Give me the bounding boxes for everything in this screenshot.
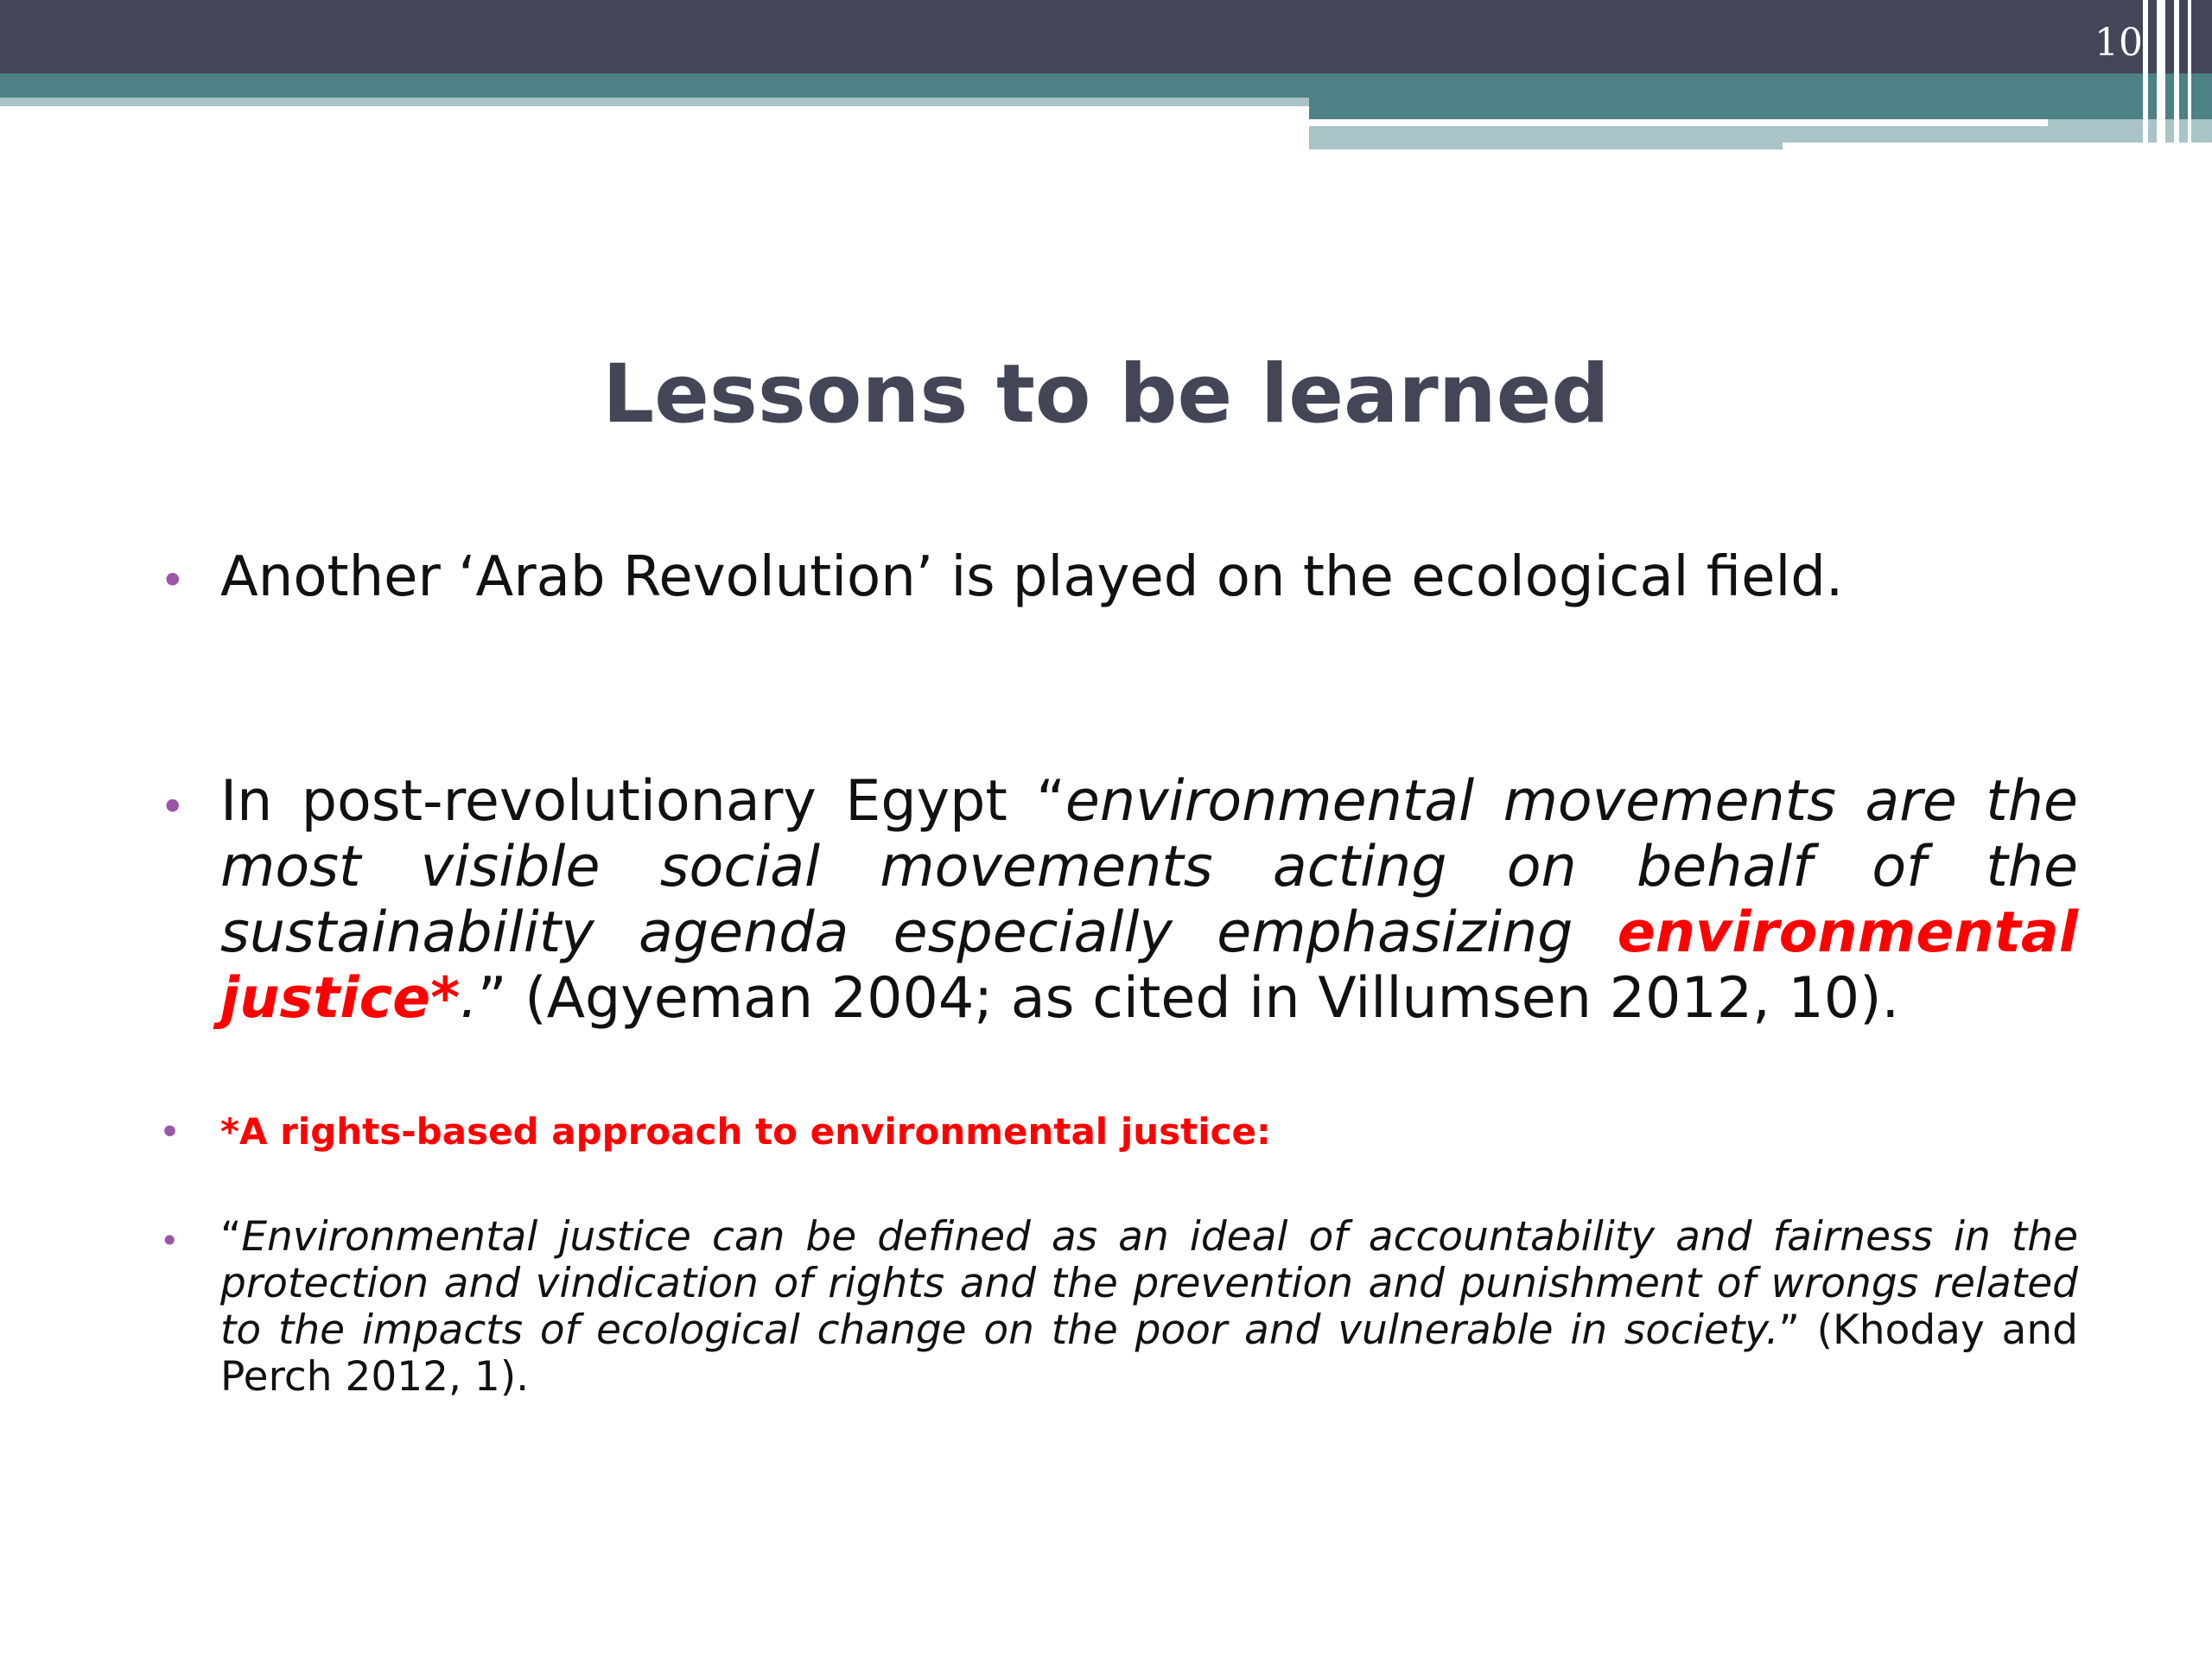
bullet-dot-icon: • xyxy=(160,1115,181,1150)
header-thin-line xyxy=(1309,119,2048,126)
header-bar-light xyxy=(0,98,1309,106)
header-vertical-stripe xyxy=(2143,0,2148,149)
bullet-dot-icon: • xyxy=(160,782,186,832)
bullet-item xyxy=(160,1213,2078,1401)
header-bar-teal xyxy=(0,73,2212,98)
bullet-citation: ” (Khoday and Perch 2012, 1). xyxy=(220,1306,2078,1401)
bullet-quote: Environmental justice can be defined as an ideal of accountability and fairness in the protection and vindication of rights and the prevention and punishment of wrongs related to the impacts of ecological change on the poor and vulnerable in society. xyxy=(220,1213,2078,1354)
bullet-text-prefix: “ xyxy=(220,1213,242,1261)
bullet-item xyxy=(160,544,2078,611)
bullet-dot-icon: • xyxy=(160,1222,180,1260)
bullet-quote-emphasis: environmental justice* xyxy=(220,900,2078,1031)
bullet-citation: ” (Agyeman 2004; as cited in Villumsen 2012, 10). xyxy=(477,966,1900,1031)
slide-title: Lessons to be learned xyxy=(602,347,1610,442)
bullet-quote: environmental movements are the most visible social movements acting on behalf of the sustainability agenda especially emphasizing xyxy=(220,769,2078,965)
bullet-item xyxy=(160,1110,2078,1154)
bullet-quote-end: . xyxy=(460,966,478,1031)
header-bar-dark xyxy=(0,0,2212,73)
bullet-dot-icon: • xyxy=(160,556,186,606)
slide-number: 10 xyxy=(2094,21,2143,65)
header-vertical-stripe xyxy=(2188,0,2191,149)
header-bar-right-teal xyxy=(1309,98,2212,119)
bullet-text-prefix: In post-revolutionary Egypt “ xyxy=(220,769,1065,834)
header-vertical-stripe xyxy=(2157,0,2165,149)
bullet-text: Another ‘Arab Revolution’ is played on the ecological field. xyxy=(220,545,1844,609)
header-vertical-stripe xyxy=(2174,0,2179,149)
bullet-item xyxy=(160,769,2078,1032)
bullet-text: *A rights-based approach to environmental justice: xyxy=(220,1110,1271,1153)
